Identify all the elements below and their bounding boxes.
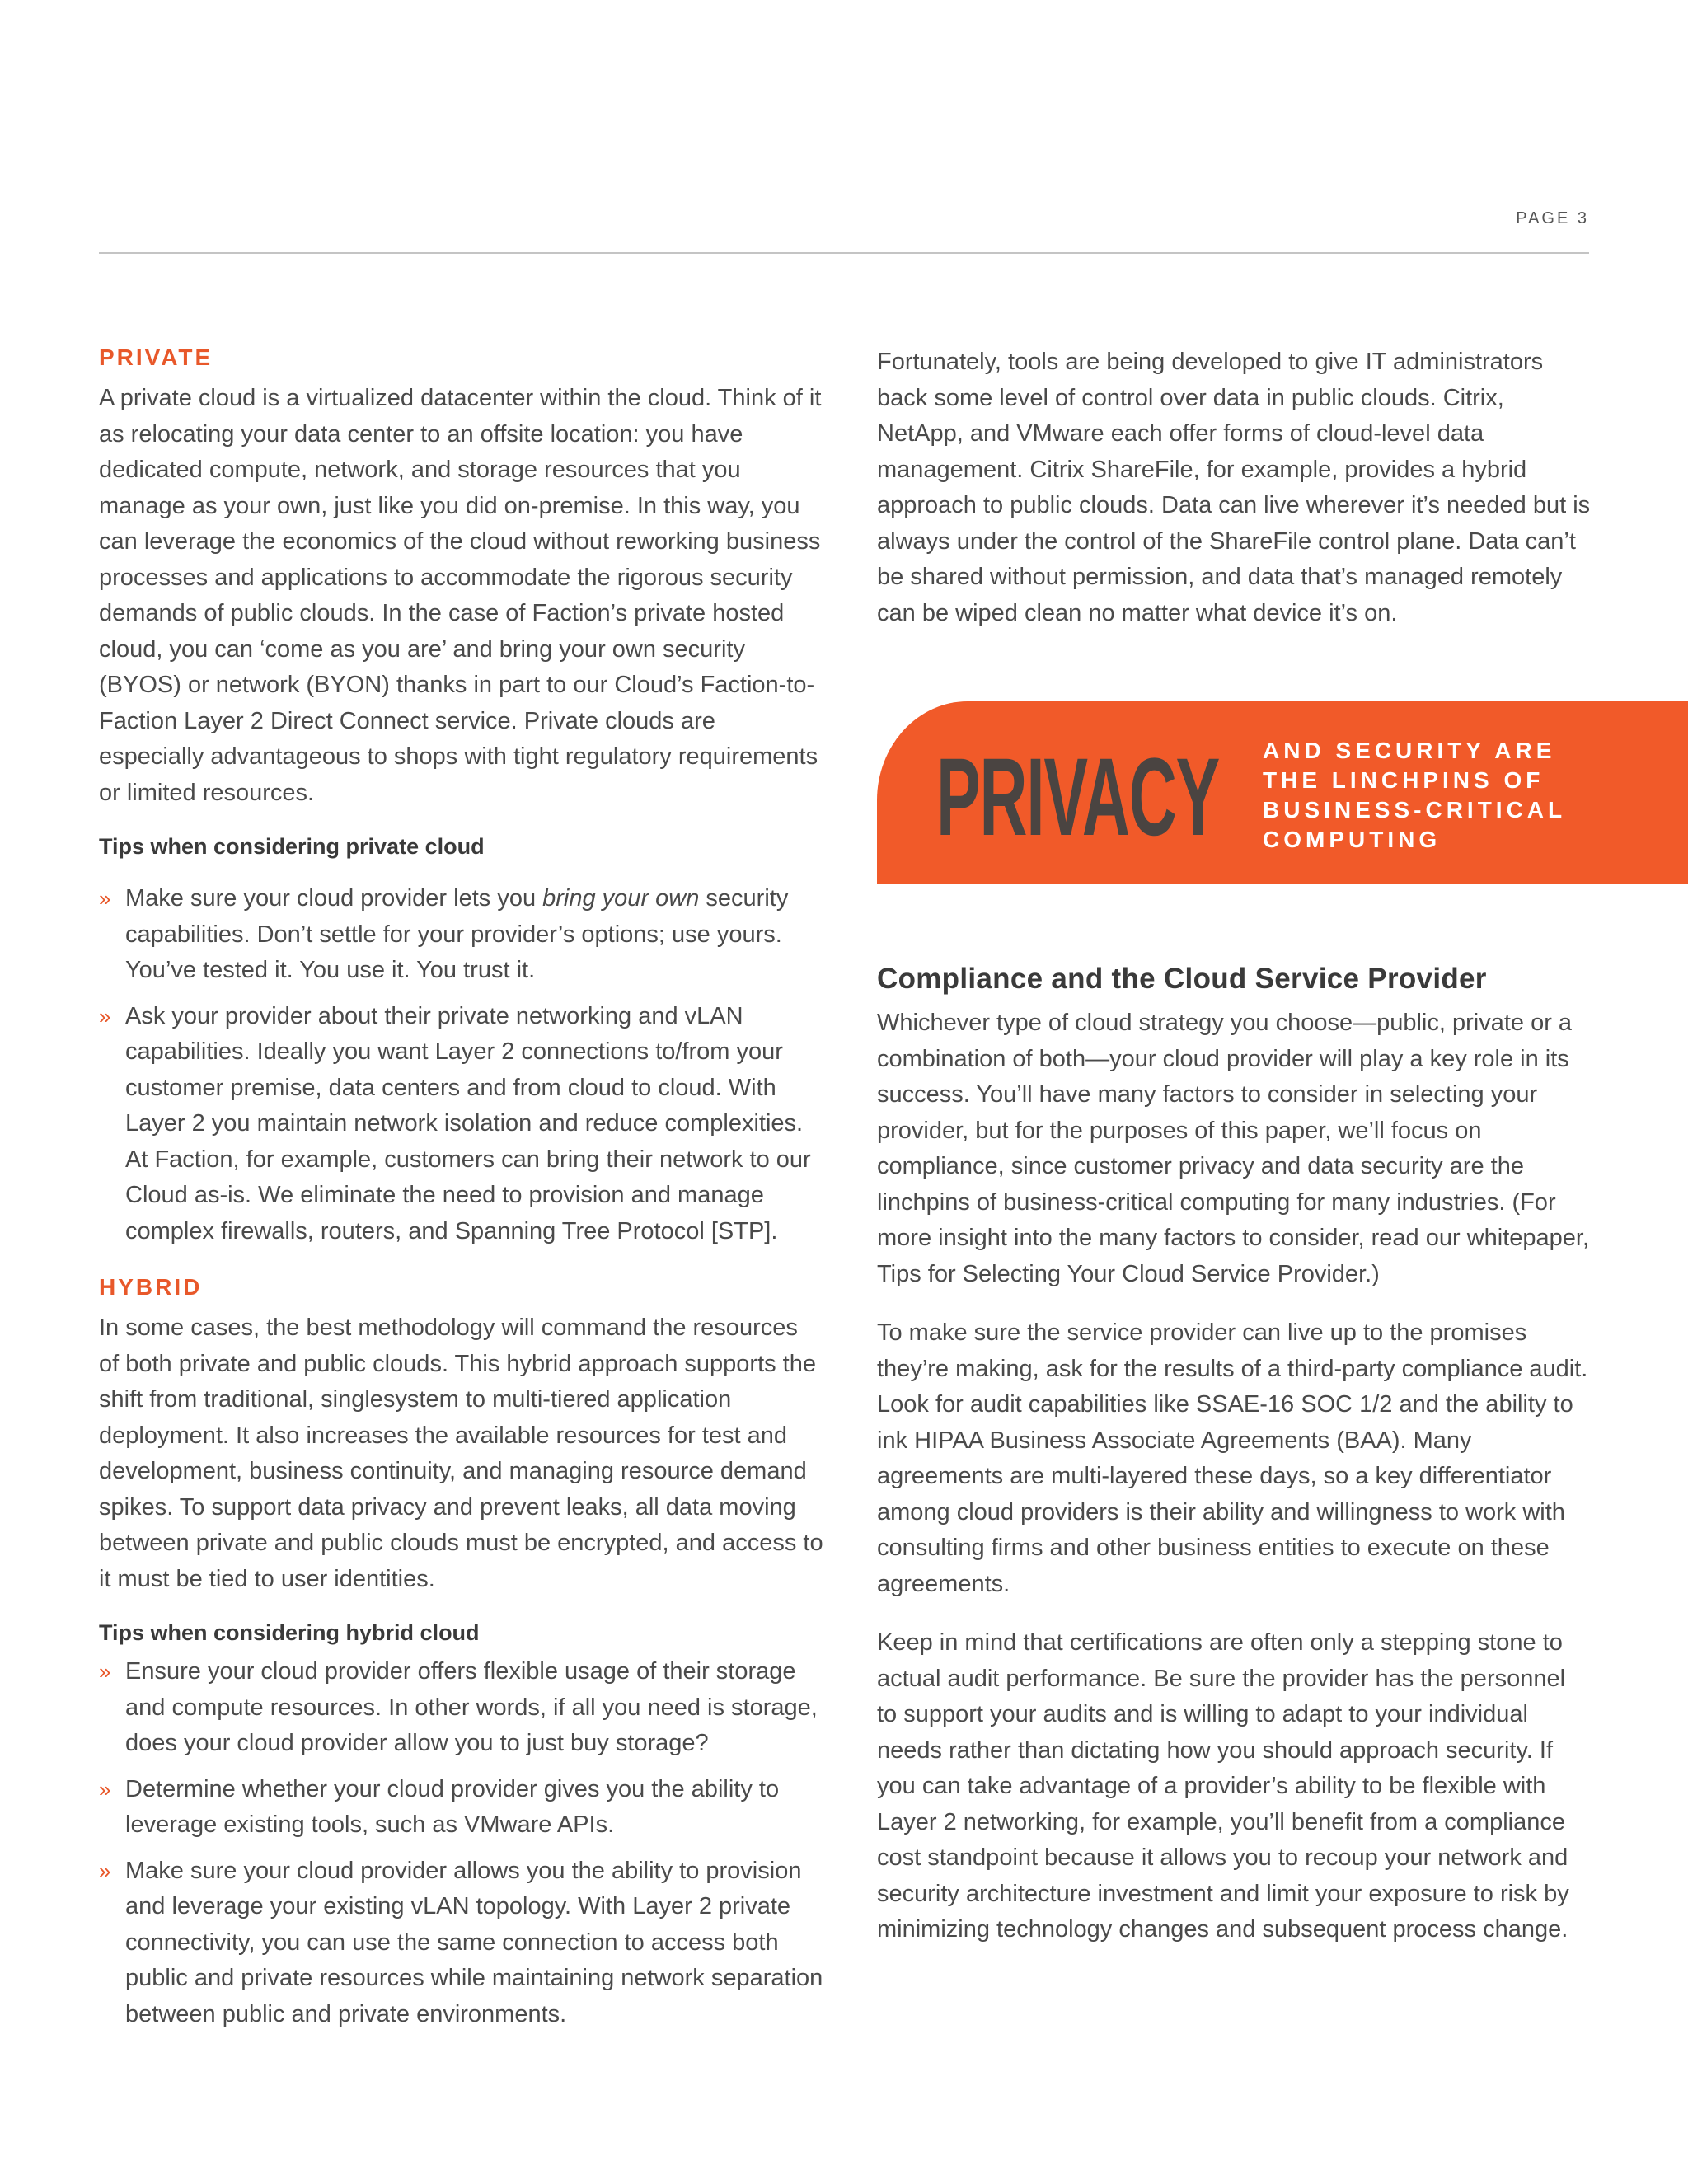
private-tips-heading: Tips when considering private cloud [99, 834, 485, 859]
tip-text: Ask your provider about their private networking and vLAN capabilities. Ideally you want Layer 2 connections to/from your customer premise, data centers and from cloud to cloud. With Layer 2 you maintain network isolation and reduce complexities. At Faction, for example, customers can bring their network to our Cloud as-is. We eliminate the need to provision and manage complex firewalls, routers, and Spanning Tree Protocol [STP]. [125, 1002, 811, 1244]
tip-text: Make sure your cloud provider lets you [125, 885, 543, 912]
privacy-banner [877, 701, 1688, 884]
list-item [99, 1772, 824, 1844]
list-item [99, 1654, 824, 1762]
banner-line: AND SECURITY ARE [1263, 738, 1556, 763]
compliance-paragraph: Keep in mind that certifications are often only a stepping stone to actual audit performance. Be sure the provider has the personnel to support your audits and is willing to adapt to your individual needs rather than dictating how you should approach security. If you can take advantage of a provider’s ability to be flexible with Layer 2 networking, for example, you’ll benefit from a compliance cost standpoint because it allows you to recoup your network and security architecture investment and limit your exposure to risk by minimizing technology changes and subsequent process change. [877, 1629, 1569, 1943]
compliance-paragraph: To make sure the service provider can live up to the promises they’re making, ask for the results of a third-party compliance audit. Look for audit capabilities like SSAE-16 SOC 1/2 and the ability to ink HIPAA Business Associate Agreements (BAA). Many agreements are multi-layered these days, so a key differentiator among cloud providers is their ability and willingness to work with consulting firms and other business entities to execute on these agreements. [877, 1319, 1588, 1597]
bullet-chevron-icon: » [99, 1776, 111, 1802]
list-item [99, 1854, 824, 2033]
bullet-chevron-icon: » [99, 1858, 111, 1883]
private-tips-list [99, 881, 824, 1249]
hybrid-heading: HYBRID [99, 1274, 203, 1300]
tip-text: security capabilities. Don’t settle for your provider’s options; use yours. You’ve tested it. You use it. You trust it. [125, 885, 789, 983]
tip-text: Make sure your cloud provider allows you the ability to provision and leverage your existing vLAN topology. With Layer 2 private connectivity, you can use the same connection to access both public and private resources while maintaining network separation between public and private environments. [125, 1857, 823, 2027]
bullet-chevron-icon: » [99, 1003, 111, 1029]
hybrid-tips-heading: Tips when considering hybrid cloud [99, 1620, 480, 1645]
private-heading: PRIVATE [99, 344, 213, 370]
private-body: A private cloud is a virtualized datacenter within the cloud. Think of it as relocating your data center to an offsite location: you have dedicated compute, network, and storage resources that you manage as your own, just like you did on-premise. In this way, you can leverage the economics of the cloud without reworking business processes and applications to accommodate the rigorous security demands of public clouds. In the case of Faction’s private hosted cloud, you can ‘come as you are’ and bring your own security (BYOS) or network (BYON) thanks in part to our Cloud’s Faction-to-Faction Layer 2 Direct Connect service. Private clouds are especially advantageous to shops with tight regulatory requirements or limited resources. [99, 385, 822, 806]
list-item [99, 999, 824, 1250]
left-column [99, 344, 824, 2057]
banner-line: THE LINCHPINS OF [1263, 767, 1545, 793]
compliance-paragraph: Whichever type of cloud strategy you choose—public, private or a combination of both—your cloud provider will play a key role in its success. You’ll have many factors to consider in selecting your provider, but for the purposes of this paper, we’ll focus on compliance, since customer privacy and data security are the linchpins of business-critical computing for many industries. (For more insight into the many factors to consider, read our whitepaper, Tips for Selecting Your Cloud Service Provider.) [877, 1010, 1590, 1287]
bullet-chevron-icon: » [99, 886, 111, 911]
banner-line: BUSINESS-CRITICAL [1263, 797, 1567, 823]
list-item [99, 881, 824, 989]
banner-tagline [1263, 736, 1566, 855]
tip-text: Ensure your cloud provider offers flexible usage of their storage and compute resources. In other words, if all you need is storage, does your cloud provider allow you to just buy storage? [125, 1658, 818, 1756]
intro-body: Fortunately, tools are being developed to give IT administrators back some level of control over data in public clouds. Citrix, NetApp, and VMware each offer forms of cloud-level data management. Citrix ShareFile, for example, provides a hybrid approach to public clouds. Data can live wherever it’s needed but is always under the control of the ShareFile control plane. Data can’t be shared without permission, and data that’s managed remotely can be wiped clean no matter what device it’s on. [877, 349, 1591, 626]
hybrid-tips-list [99, 1654, 824, 2032]
compliance-section [877, 963, 1591, 1971]
hybrid-body: In some cases, the best methodology will command the resources of both private and public clouds. This hybrid approach supports the shift from traditional, singlesystem to multi-tiered application deployment. It also increases the available resources for test and development, business continuity, and managing resource demand spikes. To support data privacy and prevent leaks, all data moving between private and public clouds must be encrypted, and access to it must be tied to user identities. [99, 1315, 823, 1592]
compliance-heading: Compliance and the Cloud Service Provider [877, 963, 1487, 995]
tip-emphasis: bring your own [542, 885, 700, 912]
page-number: PAGE 3 [1516, 209, 1589, 227]
banner-line: COMPUTING [1263, 827, 1442, 852]
banner-word: PRIVACY [936, 736, 1220, 859]
header-rule [99, 252, 1589, 254]
tip-text: Determine whether your cloud provider gives you the ability to leverage existing tools, such as VMware APIs. [125, 1775, 780, 1838]
bullet-chevron-icon: » [99, 1659, 111, 1684]
right-column [877, 344, 1591, 654]
